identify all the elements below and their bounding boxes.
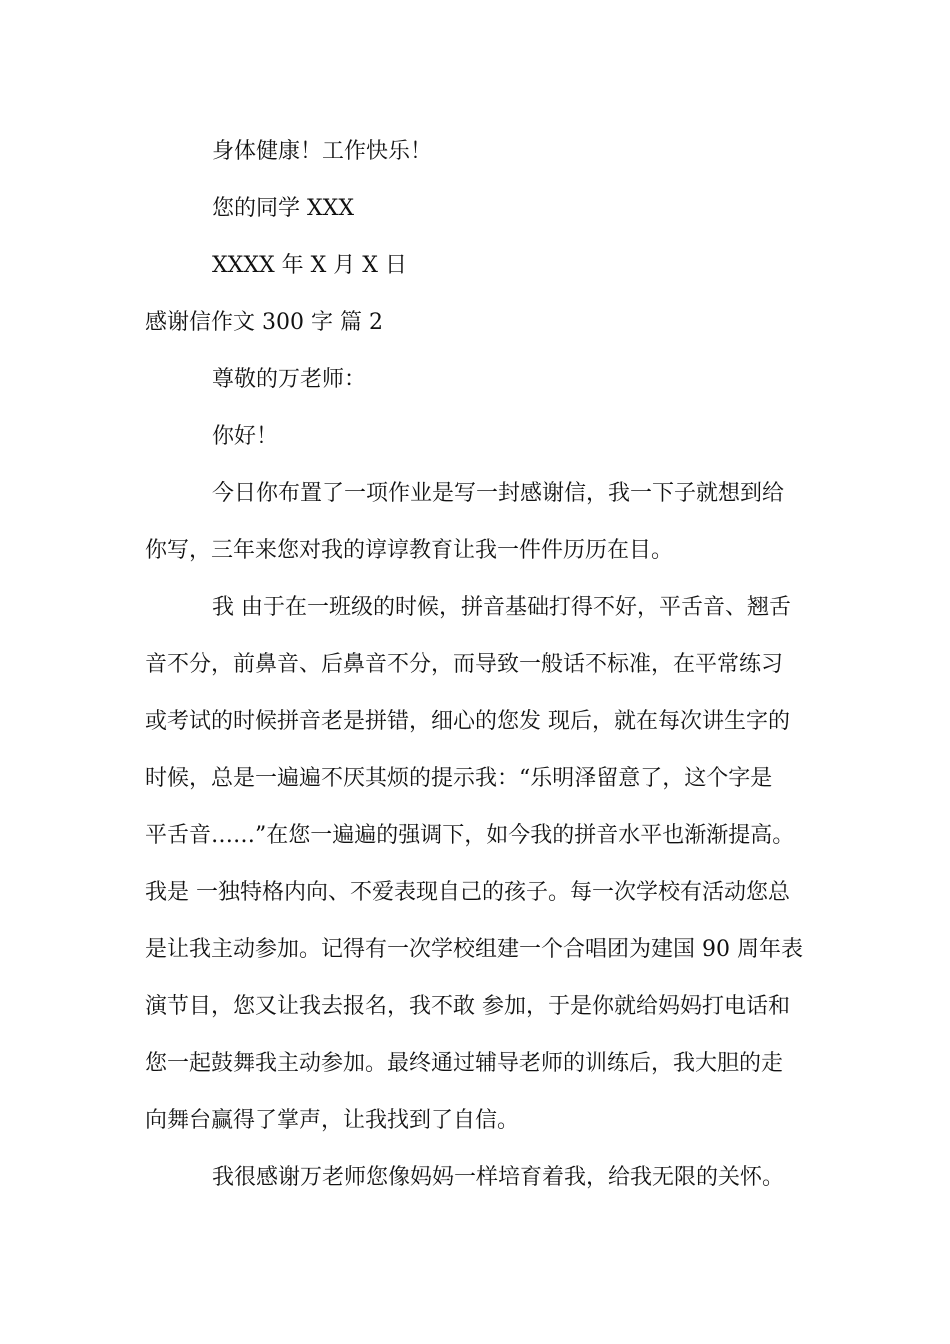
paragraph-2-line: 我 由于在一班级的时候，拼音基础打得不好，平舌音、翘舌 xyxy=(212,595,791,620)
paragraph-2-line: 演节目，您又让我去报名，我不敢 参加，于是你就给妈妈打电话和 xyxy=(145,994,790,1019)
letter-greeting: 你好！ xyxy=(212,424,279,449)
paragraph-1-line: 你写，三年来您对我的谆谆教育让我一件件历历在目。 xyxy=(145,538,674,563)
paragraph-3-line: 我很感谢万老师您像妈妈一样培育着我，给我无限的关怀。 xyxy=(212,1165,785,1190)
paragraph-2-line: 向舞台赢得了掌声，让我找到了自信。 xyxy=(145,1108,520,1133)
paragraph-2-line: 或考试的时候拼音老是拼错，细心的您发 现后，就在每次讲生字的 xyxy=(145,709,790,734)
closing-wish: 身体健康！工作快乐！ xyxy=(212,139,433,164)
letter-salutation: 尊敬的万老师： xyxy=(212,367,367,392)
paragraph-2-line: 您一起鼓舞我主动参加。最终通过辅导老师的训练后，我大胆的走 xyxy=(145,1051,784,1076)
paragraph-2-line: 我是 一独特格内向、不爱表现自己的孩子。每一次学校有活动您总 xyxy=(145,880,790,905)
paragraph-1-line: 今日你布置了一项作业是写一封感谢信，我一下子就想到给 xyxy=(212,481,785,506)
section-heading: 感谢信作文 300 字 篇 2 xyxy=(145,310,383,335)
paragraph-2-line: 平舌音……”在您一遍遍的强调下，如今我的拼音水平也渐渐提高。 xyxy=(145,823,795,848)
paragraph-2-line: 音不分，前鼻音、后鼻音不分，而导致一般话不标准，在平常练习 xyxy=(145,652,784,677)
paragraph-2-line: 是让我主动参加。记得有一次学校组建一个合唱团为建国 90 周年表 xyxy=(145,937,803,962)
closing-signature: 您的同学 XXX xyxy=(212,196,354,221)
closing-date: XXXX 年 X 月 X 日 xyxy=(212,253,407,278)
paragraph-2-line: 时候，总是一遍遍不厌其烦的提示我：“乐明泽留意了，这个字是 xyxy=(145,766,773,791)
